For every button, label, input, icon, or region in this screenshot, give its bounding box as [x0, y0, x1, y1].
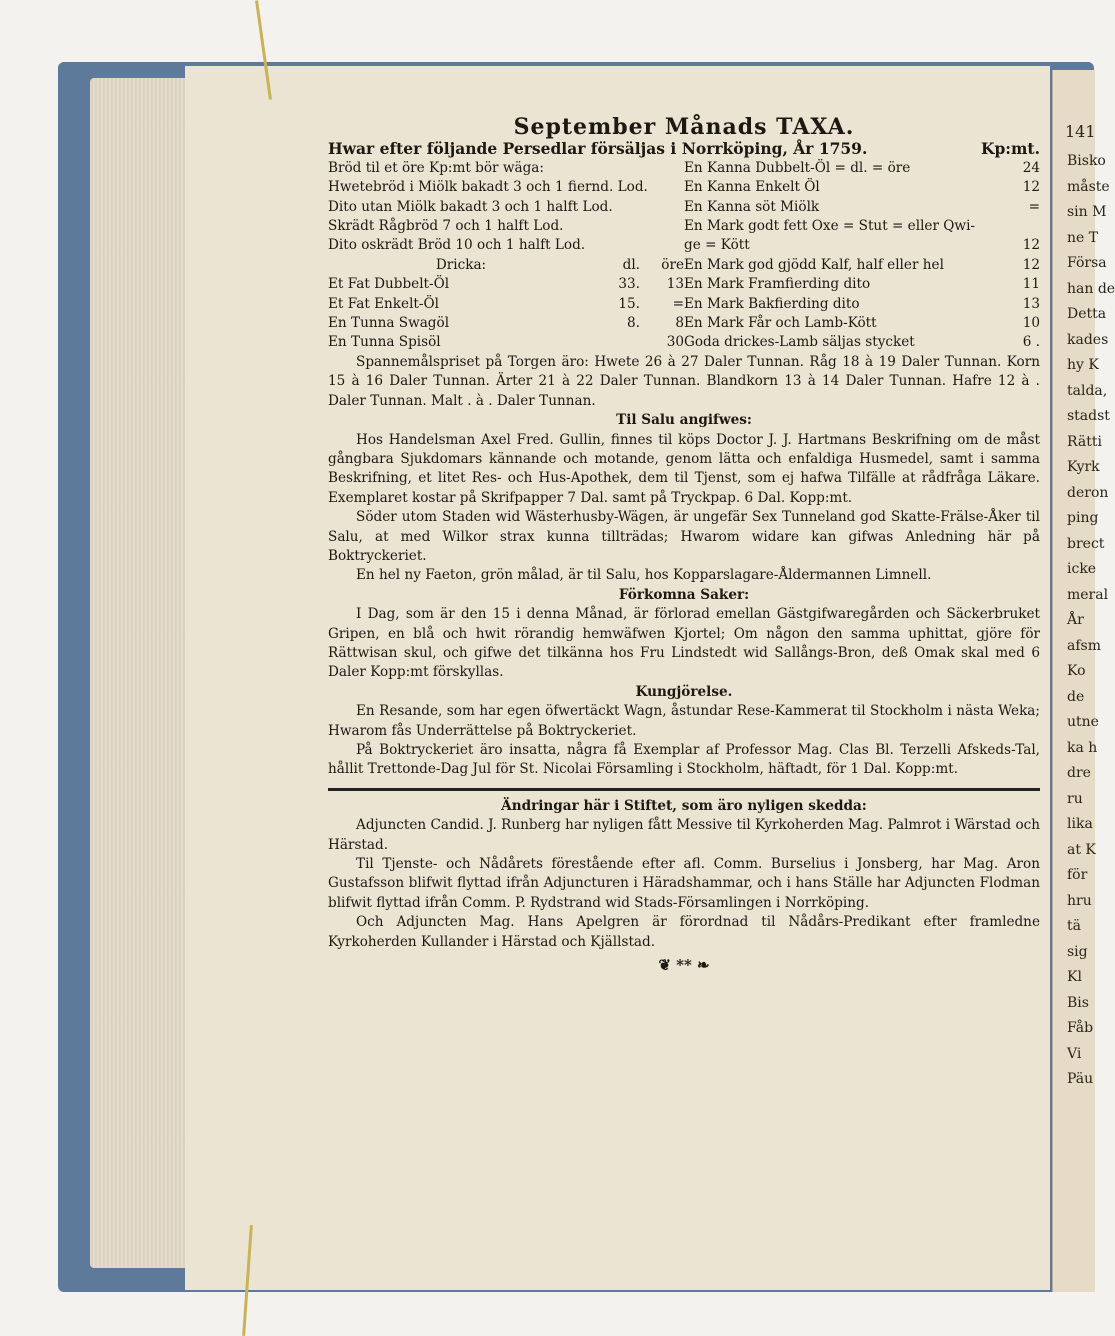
- next-page-fragment: hru: [1067, 892, 1092, 909]
- drink-row: [328, 333, 684, 352]
- next-page-fragment: kades: [1067, 331, 1109, 348]
- drink-list: [328, 275, 684, 353]
- section-lost-heading: Förkomna Saker:: [618, 586, 750, 603]
- price-item-label: En Mark Bakfierding dito: [684, 295, 860, 312]
- price-item-label: En Mark godt fett Oxe = Stut = eller Qwi-: [684, 218, 976, 235]
- drink-row: [328, 275, 684, 294]
- next-page-fragment: Bisko: [1067, 153, 1106, 169]
- price-item-value: =: [1028, 198, 1040, 215]
- sale-notice: Söder utom Staden wid Wästerhusby-Wägen, är ungefär Sex Tunneland god Skatte-Frälse-Åker til Salu, at med Wilkor strax kunna tillträdas; Hwarom widare kan gifwas Anledning här på Boktryckeriet.: [328, 509, 1040, 564]
- next-page-fragments: [1053, 149, 1115, 1093]
- tariff-right-column: [684, 159, 1040, 353]
- price-item-label: En Mark Får och Lamb-Kött: [684, 315, 877, 332]
- drink-row: [328, 314, 684, 333]
- drink-price-ore: 8: [675, 315, 684, 332]
- section-sale-heading: Til Salu angifwes:: [616, 412, 752, 429]
- next-page-fragment: dre: [1067, 765, 1091, 781]
- diocese-notice: Och Adjuncten Mag. Hans Apelgren är förordnad til Nådårs-Predikant efter framledne Kyrkoherden Kullander i Härstad och Kjällstad.: [328, 914, 1040, 950]
- next-page-fragment: stadst: [1067, 408, 1110, 424]
- diocese-notice: Til Tjenste- och Nådårets förestående efter afl. Comm. Burselius i Jonsberg, har Mag. Aron Gustafsson blifwit flyttad ifrån Adjuncturen i Häradshammar, och i hans Ställe har Adjuncten Flodman blifwit flyttad ifrån Comm. P. Rydstrand wid Stads-Församlingen i Norrköping.: [328, 856, 1040, 911]
- currency-header: Kp:mt.: [981, 139, 1040, 159]
- page-edges: [90, 78, 190, 1268]
- price-item-label: ge = Kött: [684, 237, 750, 254]
- price-item: [684, 314, 1040, 333]
- price-item-value: 24: [1022, 159, 1040, 176]
- price-item-value: 12: [1022, 237, 1040, 254]
- next-page-fragment: ne T: [1067, 229, 1099, 246]
- drink-price-dl: 8.: [627, 315, 640, 332]
- grain-prices: Spannemålspriset på Torgen äro: Hwete 26 à 27 Daler Tunnan. Råg 18 à 19 Daler Tunnan. Korn 15 à 16 Daler Tunnan. Ärter 21 à 22 Daler Tunnan. Blandkorn 13 à 14 Daler Tunnan. Hafre 12 à . Daler Tunnan. Malt . à . Daler Tunnan.: [328, 353, 1040, 409]
- price-item-label: En Mark Framfierding dito: [684, 276, 871, 293]
- drink-price-dl: 15.: [618, 295, 640, 312]
- section-diocese-heading: Ändringar här i Stiftet, som äro nyligen skedda:: [501, 797, 867, 814]
- tariff-table: [328, 159, 1040, 353]
- tariff-left-column: [328, 159, 684, 353]
- next-page-fragment: brect: [1067, 535, 1105, 552]
- bread-header: Bröd til et öre Kp:mt bör wäga:: [328, 159, 544, 176]
- price-item-label: En Mark god gjödd Kalf, half eller hel: [684, 256, 944, 273]
- price-item: [684, 256, 1040, 275]
- price-item: [684, 159, 1040, 178]
- price-item-value: 12: [1022, 179, 1040, 196]
- next-page-fragment: för: [1067, 867, 1088, 883]
- section-divider: [328, 788, 1040, 791]
- lost-notice: I Dag, som är den 15 i denna Månad, är förlorad emellan Gästgifwaregården och Säckerbruket Gripen, en blå och hwit rörandig hemwäfwen Kjortel; Om någon den samma uphittat, gjöre för Rättwisan skul, och gifwe det tilkänna hos Fru Lindstedt wid Sallångs-Bron, deß Omak skal med 6 Daler Kopp:mt förskyllas.: [328, 606, 1040, 681]
- next-page-fragment: han de: [1067, 280, 1115, 297]
- next-page-fragment: måste: [1067, 178, 1110, 195]
- next-page-fragment: deron: [1067, 484, 1109, 501]
- next-page-fragment: lika: [1067, 816, 1093, 832]
- next-page-fragment: icke: [1067, 561, 1097, 577]
- public-notice: En Resande, som har egen öfwertäckt Wagn, åstundar Rese-Kammerat til Stockholm i nästa Weka; Hwarom fås Underrättelse på Boktryckeriet.: [328, 703, 1040, 739]
- next-page-fragment: Vi: [1067, 1045, 1082, 1062]
- closing-ornament: ❦ ** ❧: [658, 956, 710, 975]
- price-item: [684, 217, 1040, 236]
- price-item: [684, 178, 1040, 197]
- next-page-fragment: tä: [1067, 918, 1081, 934]
- next-page-fragment: Kyrk: [1067, 459, 1100, 475]
- next-page-fragment: Försa: [1067, 255, 1107, 271]
- next-page-fragment: Rätti: [1067, 433, 1102, 450]
- next-page-fragment: talda,: [1067, 382, 1108, 399]
- bread-item: Dito utan Miölk bakadt 3 och 1 halft Lod.: [328, 198, 613, 215]
- bread-item: Skrädt Rågbröd 7 och 1 halft Lod.: [328, 218, 564, 235]
- drink-unit-ore: öre: [661, 256, 684, 273]
- page-number: 141: [1065, 122, 1096, 141]
- next-page-fragment: de: [1067, 688, 1085, 705]
- price-item-value: 10: [1022, 315, 1040, 332]
- next-page-edge: [1052, 70, 1115, 1292]
- page-content: [328, 114, 1040, 975]
- drink-header: Dricka:: [435, 256, 487, 273]
- drink-name: En Tunna Spisöl: [328, 334, 441, 351]
- drink-price-ore: 13: [666, 276, 684, 293]
- price-item-label: Goda drickes-Lamb säljas stycket: [684, 334, 915, 351]
- section-notice-heading: Kungjörelse.: [635, 683, 733, 700]
- next-page-fragment: meral: [1067, 586, 1109, 603]
- next-page-fragment: Detta: [1067, 306, 1107, 322]
- next-page-fragment: sin M: [1067, 204, 1107, 220]
- next-page-fragment: Kl: [1067, 969, 1082, 985]
- diocese-notice: Adjuncten Candid. J. Runberg har nyligen fått Messive til Kyrkoherden Mag. Palmrot i Wärstad och Härstad.: [328, 817, 1040, 853]
- drink-name: Et Fat Dubbelt-Öl: [328, 276, 450, 293]
- price-item: [684, 295, 1040, 314]
- price-item: [684, 198, 1040, 217]
- drink-name: En Tunna Swagöl: [328, 315, 450, 332]
- sale-notice: En hel ny Faeton, grön målad, är til Salu, hos Kopparslagare-Åldermannen Limnell.: [356, 567, 932, 584]
- next-page-fragment: Päu: [1067, 1071, 1094, 1087]
- drink-price-dl: [594, 333, 640, 352]
- next-page-fragment: Bis: [1067, 994, 1089, 1011]
- page-subtitle: [328, 139, 1040, 158]
- next-page-fragment: ka h: [1067, 739, 1098, 756]
- drink-name: Et Fat Enkelt-Öl: [328, 295, 439, 312]
- sale-notice: Hos Handelsman Axel Fred. Gullin, finnes til köps Doctor J. J. Hartmans Beskrifning om de måst gångbara Sjukdomars kännande och motande, genom lätta och enfaldiga Husmedel, samt i samma Beskrifning, et litet Res- och Hus-Apothek, dem til Tjenst, som ej hafwa Tilfälle at rådfråga Läkare. Exemplaret kostar på Skrifpapper 7 Dal. samt på Tryckpap. 6 Dal. Kopp:mt.: [328, 431, 1040, 506]
- drink-price-ore: =: [672, 295, 684, 312]
- public-notice: På Boktryckeriet äro insatta, några få Exemplar af Professor Mag. Clas Bl. Terzelli Afskeds-Tal, hållit Trettonde-Dag Jul för St. Nicolai Församling i Stockholm, häftadt, för 1 Dal. Kopp:mt.: [328, 742, 1040, 778]
- price-item-label: En Kanna Dubbelt-Öl = dl. = öre: [684, 159, 911, 176]
- price-item-label: En Kanna Enkelt Öl: [684, 179, 820, 196]
- price-item-value: 12: [1022, 256, 1040, 273]
- bread-list: [328, 178, 684, 256]
- drink-unit-dl: dl.: [622, 256, 640, 273]
- price-item-value: [1000, 217, 1040, 236]
- next-page-fragment: ru: [1067, 790, 1083, 807]
- bread-item: Dito oskrädt Bröd 10 och 1 halft Lod.: [328, 237, 586, 254]
- next-page-fragment: afsm: [1067, 637, 1101, 654]
- next-page-fragment: at K: [1067, 841, 1096, 858]
- price-item-label: En Kanna söt Miölk: [684, 198, 820, 215]
- next-page-fragment: År: [1067, 612, 1084, 628]
- drink-price-dl: 33.: [618, 276, 640, 293]
- price-item-value: 6 .: [1022, 334, 1040, 351]
- price-item: [684, 333, 1040, 352]
- bread-item: Hwetebröd i Miölk bakadt 3 och 1 fiernd. Lod.: [328, 179, 648, 196]
- price-item: [684, 236, 1040, 255]
- drink-row: [328, 295, 684, 314]
- next-page-fragment: ping: [1067, 510, 1099, 526]
- price-item: [684, 275, 1040, 294]
- drink-header-row: [328, 256, 684, 275]
- next-page-fragment: hy K: [1067, 357, 1099, 373]
- next-page-fragment: utne: [1067, 714, 1099, 730]
- drink-price-ore: 30: [666, 334, 684, 351]
- price-item-value: 11: [1022, 276, 1040, 293]
- next-page-fragment: sig: [1067, 943, 1088, 960]
- subtitle-text: Hwar efter följande Persedlar försäljas i Norrköping, År 1759.: [328, 139, 868, 159]
- next-page-fragment: Ko: [1067, 663, 1086, 679]
- price-item-value: 13: [1022, 295, 1040, 312]
- next-page-fragment: Fåb: [1067, 1020, 1094, 1036]
- page-title: September Månads TAXA.: [513, 114, 855, 140]
